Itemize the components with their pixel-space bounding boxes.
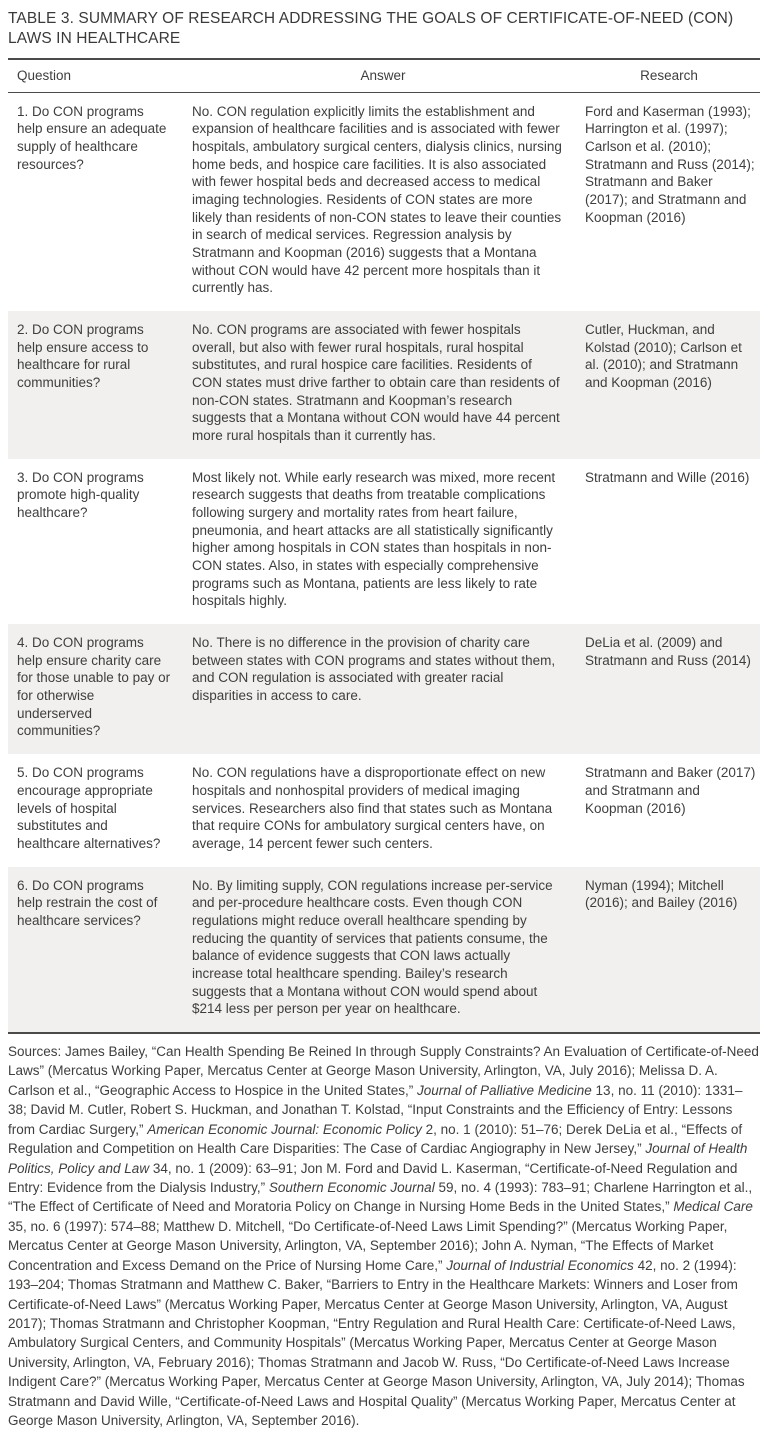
column-header-answer: Answer	[360, 67, 406, 83]
column-header-question: Question	[17, 67, 72, 83]
question-cell: 5. Do CON programs encourage appropriate levels of hospital substitutes and healthcare alternatives?	[17, 765, 161, 851]
column-header-research: Research	[640, 67, 698, 83]
question-cell: 3. Do CON programs promote high-quality healthcare?	[17, 469, 144, 521]
table-row	[8, 459, 760, 624]
table-row	[8, 311, 760, 459]
table-row	[8, 624, 760, 754]
table-body	[8, 93, 760, 1032]
source-journal-name: Journal of Health Politics, Policy and Law	[8, 1141, 748, 1176]
answer-cell: No. There is no difference in the provision of charity care between states with CON programs and states without them, and CON regulation is associated with greater racial disparities in access to care.	[192, 635, 556, 704]
source-text: Sources: James Bailey, “Can Health Spending Be Reined In through Supply Constraints? An Evaluation of Certificate-of-Need Laws” (Mercatus Working Paper, Mercatus Center at George Mason University, Arlington, VA, July 2016); Melissa D. A. Carlson et al., “Geographic Access to Hospice in the United States,”	[8, 1043, 759, 1098]
research-cell: Nyman (1994); Mitchell (2016); and Bailey (2016)	[585, 877, 738, 911]
sources-paragraph	[8, 1042, 760, 1431]
answer-cell: No. CON programs are associated with fewer hospitals overall, but also with fewer rural hospitals, rural hospital substitutes, and rural hospice care facilities. Residents of CON states must drive farther to obtain care than residents of non-CON states. Stratmann and Koopman’s research suggests that a Montana without CON would have 44 percent more rural hospitals than it currently has.	[192, 322, 560, 444]
source-journal-name: Journal of Industrial Economics	[446, 1257, 634, 1273]
research-cell: Cutler, Huckman, and Kolstad (2010); Carlson et al. (2010); and Stratmann and Koopman (2016)	[585, 322, 742, 391]
source-journal-name: Southern Economic Journal	[268, 1179, 435, 1195]
source-text: 35, no. 6 (1997): 574–88; Matthew D. Mitchell, “Do Certificate-of-Need Laws Limit Spending?” (Mercatus Working Paper, Mercatus Center at George Mason University, Arlington, VA, September 2016); John A. Nyman, “The Effects of Market Concentration and Excess Demand on the Price of Nursing Home Care,”	[8, 1218, 728, 1273]
research-cell: DeLia et al. (2009) and Stratmann and Russ (2014)	[585, 635, 751, 668]
research-cell: Stratmann and Baker (2017) and Stratmann and Koopman (2016)	[585, 765, 756, 816]
source-journal-name: Journal of Palliative Medicine	[416, 1082, 592, 1098]
source-text: 34, no. 1 (2009): 63–91; Jon M. Ford and David L. Kaserman, “Certificate-of-Need Regulation and Entry: Evidence from the Dialysis Industry,”	[8, 1160, 738, 1195]
table-bottom-rule	[8, 1032, 760, 1034]
answer-cell: No. CON regulations have a disproportionate effect on new hospitals and nonhospital providers of medical imaging services. Researchers also find that states such as Montana that require CONs for ambulatory surgical centers have, on average, 14 percent fewer such centers.	[192, 765, 553, 851]
answer-cell: No. By limiting supply, CON regulations increase per-service and per-procedure healthcare costs. Even though CON regulations might reduce overall healthcare spending by reducing the quantity of services that patients consume, the balance of evidence suggests that CON laws actually increase total healthcare spending. Bailey’s research suggests that a Montana without CON would spend about $214 less per person per year on healthcare.	[192, 877, 553, 1017]
table-header-row	[8, 60, 760, 92]
source-text: 59, no. 4 (1993): 783–91; Charlene Harrington et al., “The Effect of Certificate of Need and Moratoria Policy on Change in Nursing Home Beds in the United States,”	[8, 1179, 753, 1215]
answer-cell: Most likely not. While early research was mixed, more recent research suggests that deaths from treatable complications following surgery and mortality rates from heart failure, pneumonia, and heart attacks are all statistically significantly higher among hospitals in CON states than hospitals in non-CON states. Also, in states with especially comprehensive programs such as Montana, patients are less likely to rate hospitals highly.	[192, 469, 556, 609]
question-cell: 1. Do CON programs help ensure an adequate supply of healthcare resources?	[17, 103, 167, 172]
source-text: 42, no. 2 (1994): 193–204; Thomas Stratmann and Matthew C. Baker, “Barriers to Entry in the Healthcare Markets: Winners and Loser from Certificate-of-Need Laws” (Mercatus Working Paper, Mercatus Center at George Mason University, Arlington, VA, August 2017); Thomas Stratmann and Christopher Koopman, “Entry Regulation and Rural Health Care: Certificate-of-Need Laws, Ambulatory Surgical Centers, and Community Hospitals” (Mercatus Working Paper, Mercatus Center at George Mason University, Arlington, VA, February 2016); Thomas Stratmann and Jacob W. Russ, “Do Certificate-of-Need Laws Increase Indigent Care?” (Mercatus Working Paper, Mercatus Center at George Mason University, Arlington, VA, July 2014); Thomas Stratmann and David Wille, “Certificate-of-Need Laws and Hospital Quality” (Mercatus Working Paper, Mercatus Center at George Mason University, Arlington, VA, September 2016).	[8, 1257, 745, 1429]
table-title: TABLE 3. SUMMARY OF RESEARCH ADDRESSING THE GOALS OF CERTIFICATE-OF-NEED (CON) LAWS IN HEALTHCARE	[8, 10, 734, 47]
answer-cell: No. CON regulation explicitly limits the establishment and expansion of healthcare facilities and is associated with fewer hospitals, ambulatory surgical centers, dialysis clinics, nursing home beds, and hospice care facilities. It is also associated with fewer hospital beds and decreased access to medical imaging technologies. Residents of CON states are more likely than residents of non-CON states to leave their counties in search of medical services. Regression analysis by Stratmann and Koopman (2016) suggests that a Montana without CON would have 42 percent more hospitals than it currently has.	[192, 103, 562, 296]
source-journal-name: American Economic Journal: Economic Policy	[147, 1121, 422, 1137]
source-text: 2, no. 1 (2010): 51–76; Derek DeLia et al., “Effects of Regulation and Competition on Health Care Disparities: The Case of Cardiac Angiography in New Jersey,”	[8, 1121, 743, 1157]
table-row	[8, 93, 760, 311]
source-text: 13, no. 11 (2010): 1331–38; David M. Cutler, Robert S. Huckman, and Jonathan T. Kolstad, “Input Constraints and the Efficiency of Entry: Lessons from Cardiac Surgery,”	[8, 1082, 743, 1137]
table-row	[8, 867, 760, 1032]
research-cell: Ford and Kaserman (1993); Harrington et al. (1997); Carlson et al. (2010); Stratmann and Russ (2014); Stratmann and Baker (2017); and Stratmann and Koopman (2016)	[585, 103, 755, 225]
source-journal-name: Medical Care	[673, 1199, 753, 1215]
question-cell: 6. Do CON programs help restrain the cost of healthcare services?	[17, 877, 158, 928]
research-cell: Stratmann and Wille (2016)	[585, 469, 750, 485]
table-row	[8, 754, 760, 866]
question-cell: 2. Do CON programs help ensure access to healthcare for rural communities?	[17, 322, 149, 391]
question-cell: 4. Do CON programs help ensure charity care for those unable to pay or for otherwise underserved communities?	[17, 635, 171, 739]
